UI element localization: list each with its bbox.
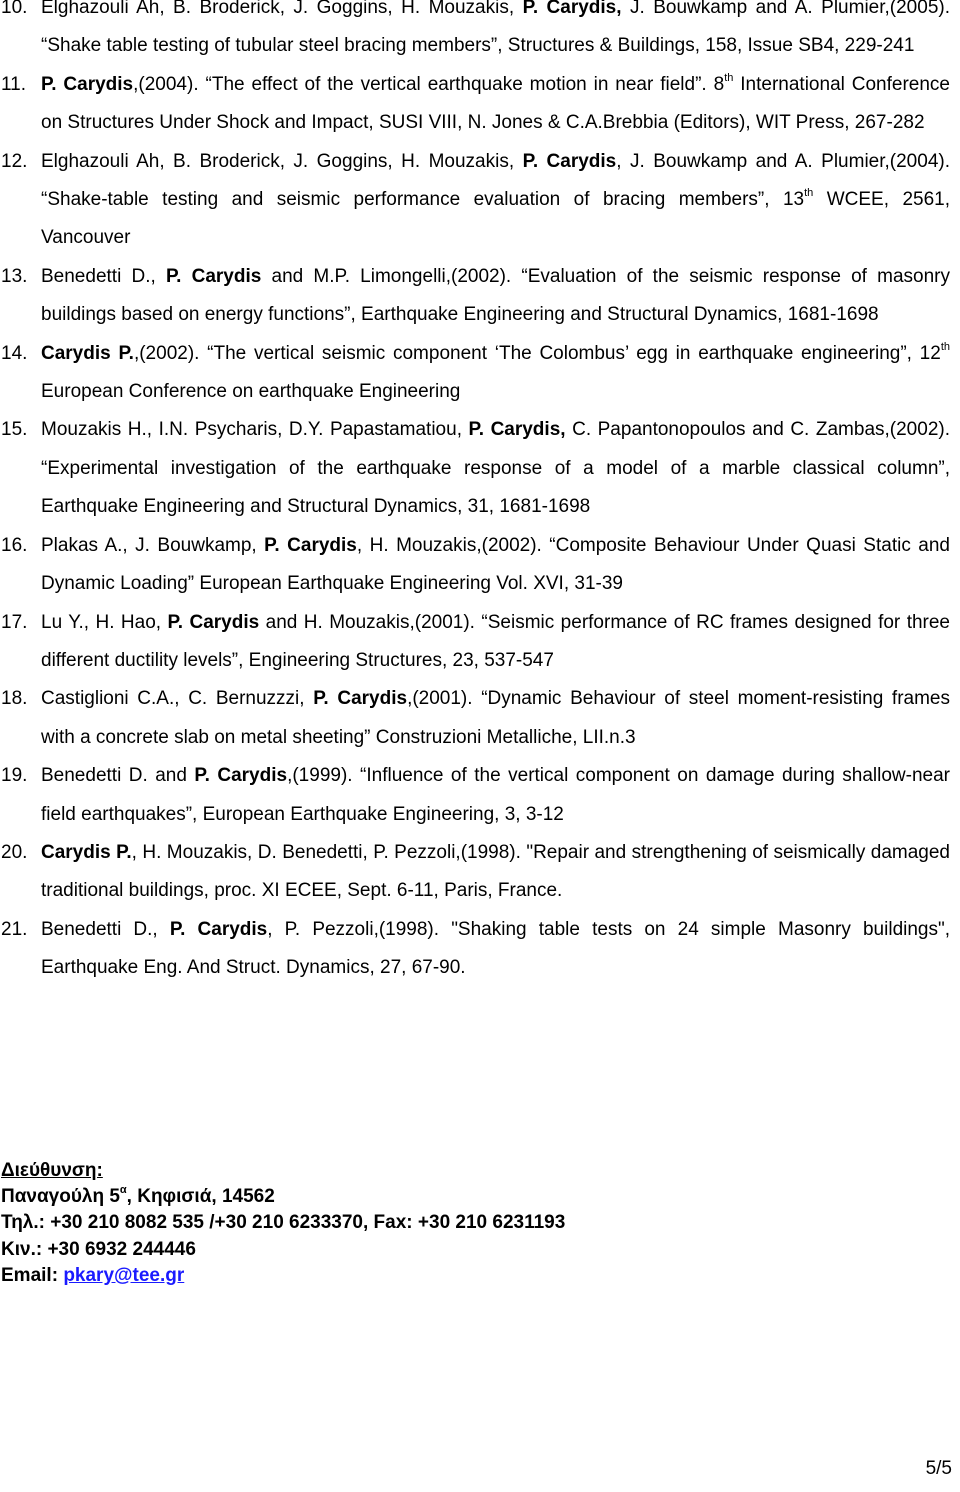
street-address: Παναγούλη $5^\alpha$, Κηφισιά, 14562	[1, 1184, 275, 1208]
email-link[interactable]: pkary@tee.gr	[63, 1264, 185, 1286]
reference-number: 19.	[1, 765, 28, 787]
reference-text: Benedetti D. and	[41, 765, 195, 787]
author-highlight: P. Carydis	[194, 765, 288, 787]
reference-number: 14.	[1, 342, 28, 364]
reference-number: 13.	[1, 265, 28, 287]
reference-text: C. Papantonopoulos and C. Zambas,(2002). “Experimental investigation of the earthquake response of a model of a marble classical column”, Earthquake Engineering and Structural Dynamics, 31, 1681-1698	[41, 419, 950, 518]
reference-text: Elghazouli Ah, B. Broderick, J. Goggins, H. Mouzakis,	[41, 150, 523, 172]
ordinal-superscript: th	[940, 340, 951, 353]
reference-number: 12.	[1, 150, 28, 172]
reference-text: ,(2002). “The vertical seismic component ‘The Colombus’ egg in earthquake engineering”, 12	[133, 342, 941, 364]
page-number: 5/5	[925, 1458, 952, 1479]
reference-item	[0, 680, 950, 757]
reference-item	[0, 258, 950, 335]
author-highlight: P. Carydis	[167, 611, 260, 633]
reference-text: ,(2004). “The effect of the vertical earthquake motion in near field”. 8	[133, 73, 725, 95]
reference-text: , J. Bouwkamp and A. Plumier,(2004). “Shake-table testing and seismic performance evaluation of bracing members”, 13	[41, 150, 950, 211]
reference-number: 17.	[1, 611, 28, 633]
reference-text: and M.P. Limongelli,(2002). “Evaluation of the seismic response of masonry buildings based on energy functions”, Earthquake Engineering and Structural Dynamics, 1681-1698	[41, 265, 951, 326]
reference-item	[0, 834, 950, 911]
author-highlight: P. Carydis,	[522, 0, 622, 18]
address-heading: Διεύθυνση:	[1, 1160, 103, 1181]
reference-text: ,(1999). “Influence of the vertical component on damage during shallow-near field earthquakes”, European Earthquake Engineering, 3, 3-12	[41, 765, 950, 825]
reference-text: International Conference on Structures Under Shock and Impact, SUSI VIII, N. Jones & C.A.Brebbia (Editors), WIT Press, 267-282	[41, 73, 950, 134]
reference-text: Elghazouli Ah, B. Broderick, J. Goggins, H. Mouzakis,	[41, 0, 523, 18]
reference-text: J. Bouwkamp and A. Plumier,(2005). “Shake table testing of tubular steel bracing members”, Structures & Buildings, 158, Issue SB4, 229-241	[41, 0, 950, 57]
reference-text: ,(2001). “Dynamic Behaviour of steel moment-resisting frames with a concrete slab on metal sheeting” Construzioni Metalliche, LII.n.3	[41, 688, 950, 748]
mobile-phone: Κιν.: +30 6932 244446	[1, 1238, 196, 1260]
author-highlight: Carydis P.	[41, 342, 134, 364]
reference-item	[0, 335, 950, 412]
reference-number: 10.	[1, 0, 28, 18]
reference-number: 11.	[1, 73, 27, 95]
reference-text: Plakas A., J. Bouwkamp,	[41, 534, 265, 556]
author-highlight: P. Carydis	[41, 73, 134, 95]
author-highlight: P. Carydis	[522, 150, 617, 172]
reference-item	[0, 911, 950, 988]
reference-number: 21.	[1, 918, 28, 940]
reference-item	[0, 66, 950, 143]
author-highlight: P. Carydis	[165, 265, 262, 287]
reference-text: , P. Pezzoli,(1998). "Shaking table tests on 24 simple Masonry buildings", Earthquake Eng. And Struct. Dynamics, 27, 67-90.	[41, 918, 951, 979]
author-highlight: P. Carydis,	[468, 419, 566, 441]
reference-item	[0, 0, 950, 66]
reference-text: Castiglioni C.A., C. Bernuzzzi,	[41, 688, 314, 710]
email-line: Email: pkary@tee.gr	[1, 1264, 185, 1286]
contact-block	[1, 1158, 565, 1289]
reference-text: , H. Mouzakis, D. Benedetti, P. Pezzoli,(1998). "Repair and strengthening of seismically damaged traditional buildings, proc. XI ECEE, Sept. 6-11, Paris, France.	[41, 841, 950, 902]
reference-text: and H. Mouzakis,(2001). “Seismic performance of RC frames designed for three different ductility levels”, Engineering Structures, 23, 537-547	[41, 611, 951, 671]
reference-item	[0, 604, 950, 681]
reference-text: European Conference on earthquake Engineering	[41, 381, 461, 403]
reference-text: WCEE, 2561, Vancouver	[41, 189, 950, 249]
author-highlight: Carydis P.	[41, 841, 132, 863]
reference-number: 16.	[1, 534, 28, 556]
author-highlight: P. Carydis	[264, 534, 357, 556]
reference-item	[0, 757, 950, 834]
reference-number: 18.	[1, 688, 28, 710]
reference-text: Mouzakis H., I.N. Psycharis, D.Y. Papastamatiou,	[41, 419, 469, 441]
reference-number: 15.	[1, 419, 28, 441]
reference-text: , H. Mouzakis,(2002). “Composite Behaviour Under Quasi Static and Dynamic Loading” European Earthquake Engineering Vol. XVI, 31-39	[41, 534, 950, 595]
author-highlight: P. Carydis	[313, 688, 408, 710]
ordinal-superscript: th	[804, 187, 814, 200]
author-highlight: P. Carydis	[169, 918, 268, 940]
reference-item	[0, 411, 950, 526]
phone-fax: Τηλ.: +30 210 8082 535 /+30 210 6233370, Fax: +30 210 6231193	[1, 1212, 566, 1234]
reference-number: 20.	[1, 841, 28, 863]
reference-item	[0, 143, 950, 258]
reference-text: Benedetti D.,	[41, 265, 166, 287]
reference-text: Benedetti D.,	[41, 918, 170, 940]
reference-text: Lu Y., H. Hao,	[41, 611, 168, 633]
ordinal-superscript: th	[724, 71, 734, 84]
reference-item	[0, 527, 950, 604]
